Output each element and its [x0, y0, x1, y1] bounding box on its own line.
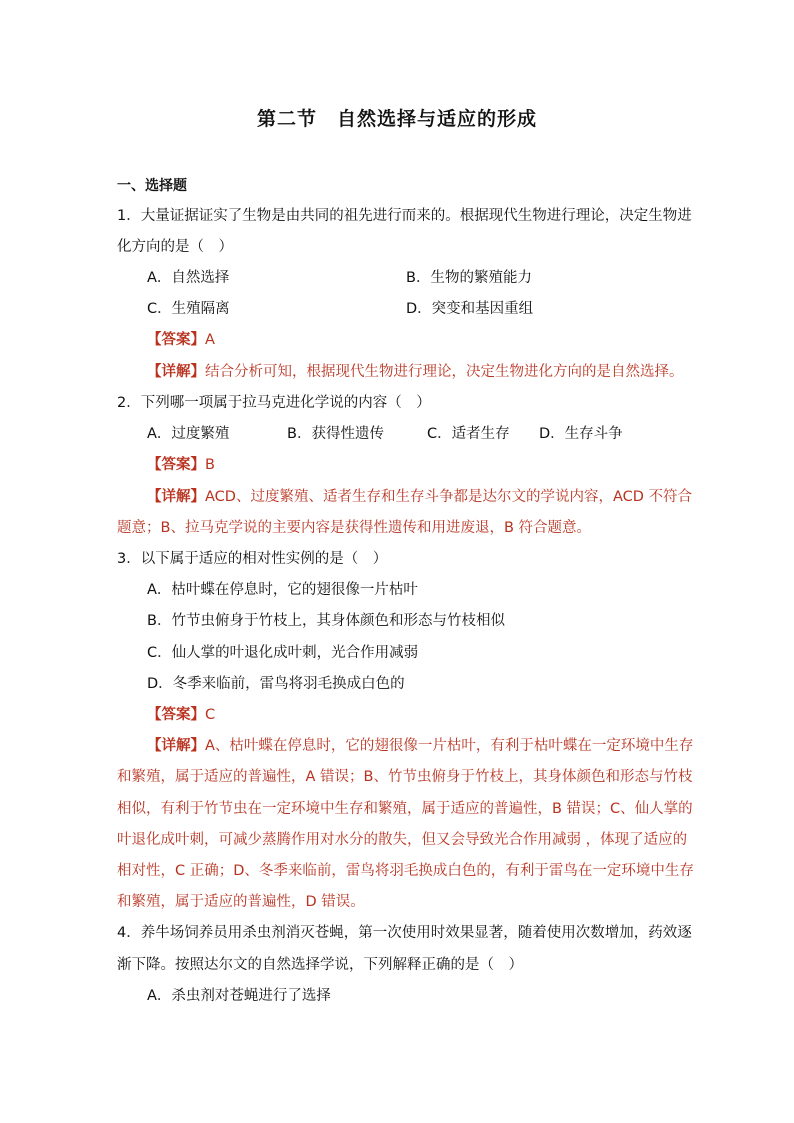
q2-detail-line1 [147, 487, 717, 507]
q3-detail-line4: 叶退化成叶刺，可减少蒸腾作用对水分的散失，但又会导致光合作用减弱 ，体现了适应的 [117, 832, 688, 848]
answer-value: A [205, 332, 215, 348]
q3-option-a: A．枯叶蝶在停息时，它的翅很像一片枯叶 [147, 582, 418, 598]
q3-answer [147, 705, 717, 725]
q3-option-b: B．竹节虫俯身于竹枝上，其身体颜色和形态与竹枝相似 [147, 613, 505, 629]
q4-option-a: A．杀虫剂对苍蝇进行了选择 [147, 988, 331, 1004]
q2-answer [147, 455, 717, 475]
q1-answer [147, 330, 717, 350]
q1-stem-line1: 1．大量证据证实了生物是由共同的祖先进行而来的。根据现代生物进行理论，决定生物进 [117, 208, 692, 224]
q3-detail-line3: 相似，有利于竹节虫在一定环境中生存和繁殖，属于适应的普遍性，B 错误；C、仙人掌的 [117, 801, 693, 817]
q3-stem: 3．以下属于适应的相对性实例的是（ ） [117, 551, 388, 567]
q2-option-a: A．过度繁殖 [147, 426, 230, 442]
q2-detail-line2: 题意；B、拉马克学说的主要内容是获得性遗传和用进废退，B 符合题意。 [117, 520, 592, 536]
q3-detail-line2: 和繁殖，属于适应的普遍性，A 错误；B、竹节虫俯身于竹枝上，其身体颜色和形态与竹枝 [117, 769, 693, 785]
answer-label: 【答案】 [147, 332, 205, 348]
q2-stem: 2．下列哪一项属于拉马克进化学说的内容（ ） [117, 395, 431, 411]
q3-detail-line5: 相对性，C 正确；D、冬季来临前，雷鸟将羽毛换成白色的，有利于雷鸟在一定环境中生存 [117, 863, 694, 879]
q2-option-c: C．适者生存 [427, 426, 510, 442]
q2-option-b: B．获得性遗传 [287, 426, 384, 442]
answer-label: 【答案】 [147, 707, 205, 723]
page-title: 第二节 自然选择与适应的形成 [256, 108, 537, 130]
q4-stem-line1: 4．养牛场饲养员用杀虫剂消灭苍蝇，第一次使用时效果显著，随着使用次数增加，药效逐 [117, 925, 692, 941]
answer-label: 【答案】 [147, 457, 205, 473]
q1-option-b: B．生物的繁殖能力 [406, 270, 532, 286]
detail-label: 【详解】 [147, 489, 205, 505]
q1-stem-line2: 化方向的是（ ） [117, 239, 233, 255]
q2-option-d: D．生存斗争 [539, 426, 623, 442]
q1-option-d: D．突变和基因重组 [406, 301, 534, 317]
q1-option-a: A．自然选择 [147, 270, 230, 286]
answer-value: C [205, 707, 216, 723]
detail-label: 【详解】 [147, 738, 205, 754]
detail-text: ACD、过度繁殖、适者生存和生存斗争都是达尔文的学说内容，ACD 不符合 [205, 489, 693, 505]
q3-detail-line6: 和繁殖，属于适应的普遍性，D 错误。 [117, 894, 365, 910]
detail-text: 结合分析可知，根据现代生物进行理论，决定生物进化方向的是自然选择。 [205, 364, 684, 380]
answer-value: B [205, 457, 215, 473]
detail-text: A、枯叶蝶在停息时，它的翅很像一片枯叶，有利于枯叶蝶在一定环境中生存 [205, 738, 694, 754]
q4-stem-line2: 渐下降。按照达尔文的自然选择学说，下列解释正确的是（ ） [117, 957, 523, 973]
q1-option-c: C．生殖隔离 [147, 301, 230, 317]
q3-option-d: D．冬季来临前，雷鸟将羽毛换成白色的 [147, 676, 405, 692]
q3-detail-line1 [147, 736, 717, 756]
detail-label: 【详解】 [147, 364, 205, 380]
q3-option-c: C．仙人掌的叶退化成叶刺，光合作用减弱 [147, 645, 419, 661]
q1-detail-line1 [147, 362, 717, 382]
section-heading: 一、选择题 [117, 178, 187, 194]
